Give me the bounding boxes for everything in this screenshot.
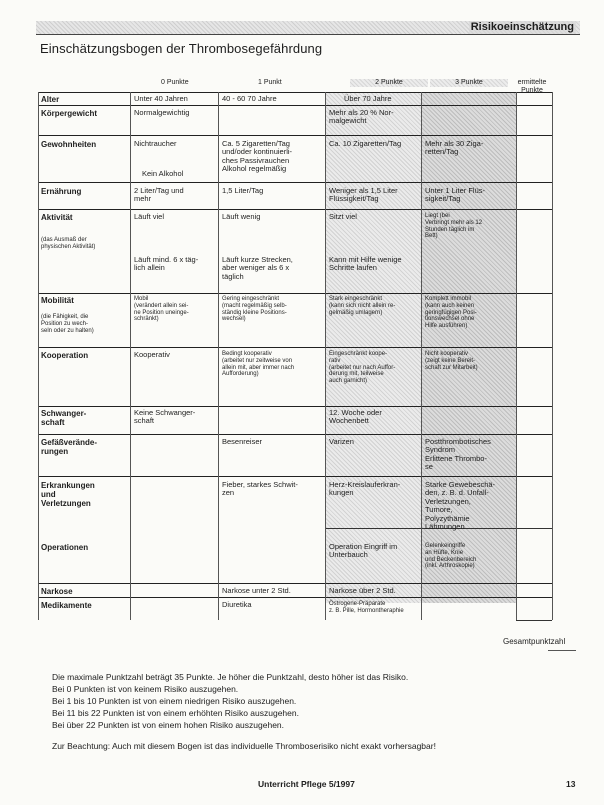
aktivitaet-1-point-a: Läuft wenig bbox=[222, 212, 261, 221]
erkrankungen-3-points: Starke Gewebeschä- den, z. B. d. Unfall- Verletzungen, Tumore, Polyzythämie Lähmungen bbox=[425, 480, 496, 532]
column-header-ermittelt: ermittelte Punkte bbox=[517, 79, 547, 94]
category-label: Risikoeinschätzung bbox=[470, 21, 574, 33]
operationen-2-points: Operation Eingriff im Unterbauch bbox=[329, 542, 398, 560]
column-header-2: 2 Punkte bbox=[350, 79, 428, 87]
gewohn-0-points-a: Nichtraucher bbox=[134, 139, 177, 148]
schwanger-2-points: 12. Woche oder Wochenbett bbox=[329, 408, 382, 426]
erkrankungen-1-point: Fieber, starkes Schwit- zen bbox=[222, 480, 298, 498]
kooperation-3-points: Nicht kooperativ (zeigt keine Bereit- schaft zur Mitarbeit) bbox=[425, 351, 478, 371]
row-label-aktivitaet: Aktivität bbox=[41, 213, 73, 222]
total-score-field bbox=[548, 650, 576, 651]
footer-line-2: Bei 0 Punkten ist von keinem Risiko auszugehen. bbox=[52, 684, 239, 694]
gewohn-1-point: Ca. 5 Zigaretten/Tag und/oder kontinuierli- ches Passivrauchen Alkohol regelmäßig bbox=[222, 139, 293, 174]
gefaess-1-point: Besenreiser bbox=[222, 437, 263, 446]
aktivitaet-0-points-a: Läuft viel bbox=[134, 212, 165, 221]
gewohn-2-points: Ca. 10 Zigaretten/Tag bbox=[329, 139, 402, 148]
row-label-gewohnheiten: Gewohnheiten bbox=[41, 140, 97, 149]
footer-line-1: Die maximale Punktzahl beträgt 35 Punkte. Je höher die Punktzahl, desto höher ist das Risiko. bbox=[52, 672, 409, 682]
row-label-schwangerschaft: Schwanger- schaft bbox=[41, 409, 87, 427]
erkrankungen-2-points: Herz-Kreislauferkran- kungen bbox=[329, 480, 401, 498]
schwanger-0-points: Keine Schwanger- schaft bbox=[134, 408, 196, 426]
assessment-table bbox=[38, 92, 552, 620]
row-label-narkose: Narkose bbox=[41, 587, 73, 596]
medikamente-1-point: Diuretika bbox=[222, 600, 252, 609]
column-header-3: 3 Punkte bbox=[430, 79, 508, 87]
row-label-kooperation: Kooperation bbox=[41, 351, 89, 360]
column-header-0: 0 Punkte bbox=[161, 79, 189, 86]
kooperation-0-points: Kooperativ bbox=[134, 350, 170, 359]
row-label-erkrankungen: Erkrankungen und Verletzungen bbox=[41, 481, 95, 508]
koerper-2-points: Mehr als 20 % Nor- malgewicht bbox=[329, 108, 394, 126]
aktivitaet-0-points-b: Läuft mind. 6 x täg- lich allein bbox=[134, 255, 199, 273]
mobilitaet-0-points: Mobil (verändert allein sei- ne Position uneinge- schränkt) bbox=[134, 296, 189, 323]
mobilitaet-note: (die Fähigkeit, die Position zu wech- seln oder zu halten) bbox=[41, 314, 94, 334]
row-label-mobilitaet: Mobilität bbox=[41, 296, 74, 305]
gefaess-2-points: Varizen bbox=[329, 437, 354, 446]
alter-1-point: 40 - 60 70 Jahre bbox=[222, 94, 277, 103]
kooperation-2-points: Eingeschränkt koope- rativ (arbeitet nur nach Auffor- derung mit, teilweise auch garnicht) bbox=[329, 351, 396, 385]
alter-2-points: Über 70 Jahre bbox=[344, 94, 392, 103]
row-label-gefaessveraenderungen: Gefäßverände- rungen bbox=[41, 438, 98, 456]
narkose-1-point: Narkose unter 2 Std. bbox=[222, 586, 291, 595]
aktivitaet-2-points-b: Kann mit Hilfe wenige Schritte laufen bbox=[329, 255, 402, 273]
aktivitaet-note: (das Ausmaß der physischen Aktivität) bbox=[41, 237, 96, 250]
medikamente-2-points: Östrogene-Präparate z. B. Pille, Hormontheraphie bbox=[329, 601, 404, 614]
total-score-label: Gesamtpunktzahl bbox=[503, 637, 566, 646]
row-label-ernaehrung: Ernährung bbox=[41, 187, 82, 196]
row-label-medikamente: Medikamente bbox=[41, 601, 92, 610]
column-header-1: 1 Punkt bbox=[258, 79, 282, 86]
gefaess-3-points: Postthrombotisches Syndrom Erlittene Thrombo- se bbox=[425, 437, 491, 472]
mobilitaet-2-points: Stark eingeschränkt (kann sich nicht allein re- gelmäßig umlagern) bbox=[329, 296, 396, 316]
mobilitaet-3-points: Komplett immobil (kann auch keinen geringfügigen Posi- tionswechsel ohne Hilfe ausführen) bbox=[425, 296, 477, 330]
footer-line-5: Bei über 22 Punkten ist von einem hohen Risiko auszugehen. bbox=[52, 720, 285, 730]
row-label-operationen: Operationen bbox=[41, 543, 89, 552]
gewohn-0-points-b: Kein Alkohol bbox=[142, 169, 184, 178]
footer-line-3: Bei 1 bis 10 Punkten ist von einem niedrigen Risiko auszugehen. bbox=[52, 696, 297, 706]
koerper-0-points: Normalgewichtig bbox=[134, 108, 190, 117]
alter-0-points: Unter 40 Jahren bbox=[134, 94, 188, 103]
ernaehrung-2-points: Weniger als 1,5 Liter Flüssigkeit/Tag bbox=[329, 186, 398, 204]
operationen-3-points: Gelenkeingriffe an Hüfte, Knie und Beckenbereich (inkl. Arthroskopie) bbox=[425, 543, 477, 570]
kooperation-1-point: Bedingt kooperativ (arbeitet nur zeitweise von allein mit, aber immer nach Aufforderung) bbox=[222, 351, 295, 378]
gewohn-3-points: Mehr als 30 Ziga- retten/Tag bbox=[425, 139, 484, 157]
document-title: Einschätzungsbogen der Thrombosegefährdung bbox=[40, 41, 323, 56]
page-number: 13 bbox=[566, 779, 576, 789]
ernaehrung-0-points: 2 Liter/Tag und mehr bbox=[134, 186, 184, 204]
publication-credit: Unterricht Pflege 5/1997 bbox=[258, 779, 355, 789]
aktivitaet-1-point-b: Läuft kurze Strecken, aber weniger als 6 x täglich bbox=[222, 255, 293, 281]
narkose-2-points: Narkose über 2 Std. bbox=[329, 586, 396, 595]
mobilitaet-1-point: Gering eingeschränkt (macht regelmäßig selb- ständig kleine Positions- wechsel) bbox=[222, 296, 287, 323]
header-band bbox=[36, 21, 580, 35]
ernaehrung-1-point: 1,5 Liter/Tag bbox=[222, 186, 264, 195]
aktivitaet-2-points-a: Sitzt viel bbox=[329, 212, 357, 221]
footer-note: Zur Beachtung: Auch mit diesem Bogen ist das individuelle Thromboserisiko nicht exakt vorhersagbar! bbox=[52, 741, 436, 751]
footer-line-4: Bei 11 bis 22 Punkten ist von einem erhöhten Risiko auszugehen. bbox=[52, 708, 299, 718]
row-label-koerpergewicht: Körpergewicht bbox=[41, 109, 98, 118]
aktivitaet-3-points: Liegt (bei Verbringt mehr als 12 Stunden täglich im Bett) bbox=[425, 213, 483, 240]
row-label-alter: Alter bbox=[41, 95, 60, 104]
ernaehrung-3-points: Unter 1 Liter Flüs- sigkeit/Tag bbox=[425, 186, 486, 204]
